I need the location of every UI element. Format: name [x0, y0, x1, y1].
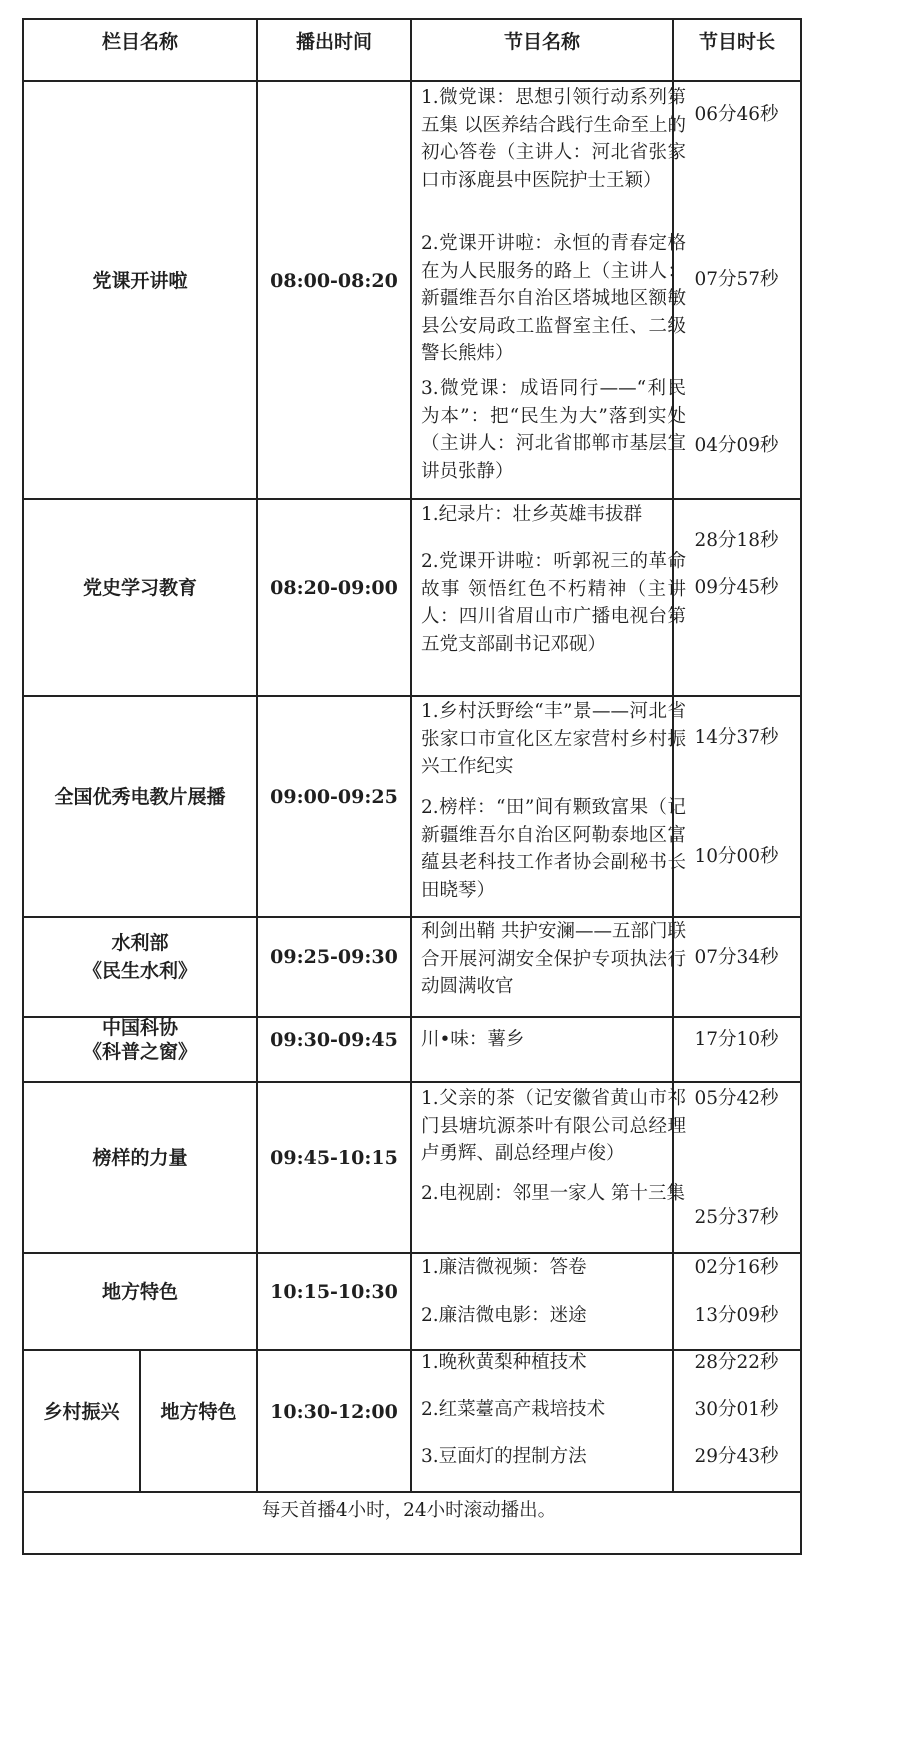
program-duration: 28分22秒	[694, 1352, 779, 1373]
row-column-name-line2: 《民生水利》	[82, 960, 197, 982]
header-column: 栏目名称	[101, 31, 178, 53]
row-column-name: 全国优秀电教片展播	[54, 786, 226, 808]
program-duration: 09分45秒	[694, 577, 779, 598]
program-title: 2.红菜薹高产栽培技术	[421, 1399, 606, 1420]
program-duration: 29分43秒	[694, 1446, 779, 1467]
program-title: 川•味：薯乡	[421, 1029, 525, 1050]
program-duration: 30分01秒	[694, 1399, 779, 1420]
program-duration: 02分16秒	[694, 1257, 779, 1278]
program-title: 2.党课开讲啦：听郭祝三的革命故事 领悟红色不朽精神（主讲人：四川省眉山市广播电视台第五党支部副书记邓砚）	[421, 551, 686, 655]
program-duration: 10分00秒	[694, 846, 779, 867]
row-column-name-line2: 《科普之窗》	[82, 1041, 197, 1063]
program-title: 1.纪录片：壮乡英雄韦拔群	[421, 504, 643, 525]
row-column-name: 乡村振兴	[43, 1401, 120, 1423]
row-air-time: 08:00-08:20	[270, 270, 398, 292]
program-duration: 04分09秒	[694, 435, 779, 456]
program-title: 1.微党课：思想引领行动系列第五集 以医养结合践行生命至上的初心答卷（主讲人：河北省张家口市涿鹿县中医院护士王颖）	[421, 87, 686, 191]
program-title: 1.父亲的茶（记安徽省黄山市祁门县塘坑源茶叶有限公司总经理卢勇辉、副总经理卢俊）	[421, 1088, 686, 1164]
program-duration: 07分34秒	[694, 947, 779, 968]
program-duration: 17分10秒	[694, 1029, 779, 1050]
program-title: 3.微党课：成语同行——“利民为本”：把“民生为大”落到实处（主讲人：河北省邯郸市基层宣讲员张静）	[421, 378, 686, 482]
header-program: 节目名称	[503, 31, 580, 53]
header-time: 播出时间	[295, 31, 372, 53]
row-air-time: 10:30-12:00	[270, 1401, 398, 1423]
row-column-name: 党史学习教育	[82, 576, 197, 599]
row-air-time: 09:45-10:15	[270, 1147, 398, 1169]
program-title: 3.豆面灯的捏制方法	[421, 1446, 587, 1467]
row-column-name-line1: 水利部	[111, 932, 169, 954]
row-column-name-line1: 中国科协	[101, 1017, 178, 1039]
row-column-name: 榜样的力量	[92, 1147, 188, 1169]
program-title: 2.党课开讲啦：永恒的青春定格在为人民服务的路上（主讲人：新疆维吾尔自治区塔城地区额敏县公安局政工监督室主任、二级警长熊炜）	[421, 233, 686, 364]
row-column-name	[24, 918, 256, 996]
program-duration: 28分18秒	[694, 530, 779, 551]
row-subcolumn-name: 地方特色	[160, 1401, 237, 1423]
row-column-name: 党课开讲啦	[92, 270, 188, 292]
row-air-time: 09:30-09:45	[270, 1029, 398, 1051]
row-air-time: 08:20-09:00	[270, 576, 398, 599]
row-air-time: 09:00-09:25	[270, 786, 398, 808]
program-duration: 25分37秒	[694, 1207, 779, 1228]
program-duration: 06分46秒	[694, 104, 779, 125]
program-title: 2.榜样：“田”间有颗致富果（记新疆维吾尔自治区阿勒泰地区富蕴县老科技工作者协会副秘书长田晓琴）	[421, 797, 686, 901]
row-air-time: 09:25-09:30	[270, 946, 398, 968]
program-duration: 07分57秒	[694, 269, 779, 290]
row-column-name: 地方特色	[101, 1280, 178, 1303]
program-title: 1.乡村沃野绘“丰”景——河北省张家口市宣化区左家营村乡村振兴工作纪实	[421, 701, 686, 777]
row-air-time: 10:15-10:30	[270, 1280, 398, 1303]
program-duration: 05分42秒	[694, 1088, 779, 1109]
program-title: 1.晚秋黄梨种植技术	[421, 1352, 587, 1373]
header-duration: 节目时长	[698, 31, 775, 53]
program-title: 利剑出鞘 共护安澜——五部门联合开展河湖安全保护专项执法行动圆满收官	[421, 921, 686, 997]
program-title: 1.廉洁微视频：答卷	[421, 1257, 587, 1278]
program-title: 2.电视剧：邻里一家人 第十三集	[421, 1183, 686, 1204]
footer-note: 每天首播4小时，24小时滚动播出。	[261, 1500, 557, 1521]
program-duration: 13分09秒	[694, 1305, 779, 1326]
program-title: 2.廉洁微电影：迷途	[421, 1305, 587, 1326]
program-duration: 14分37秒	[694, 727, 779, 748]
row-column-name	[24, 1018, 256, 1062]
